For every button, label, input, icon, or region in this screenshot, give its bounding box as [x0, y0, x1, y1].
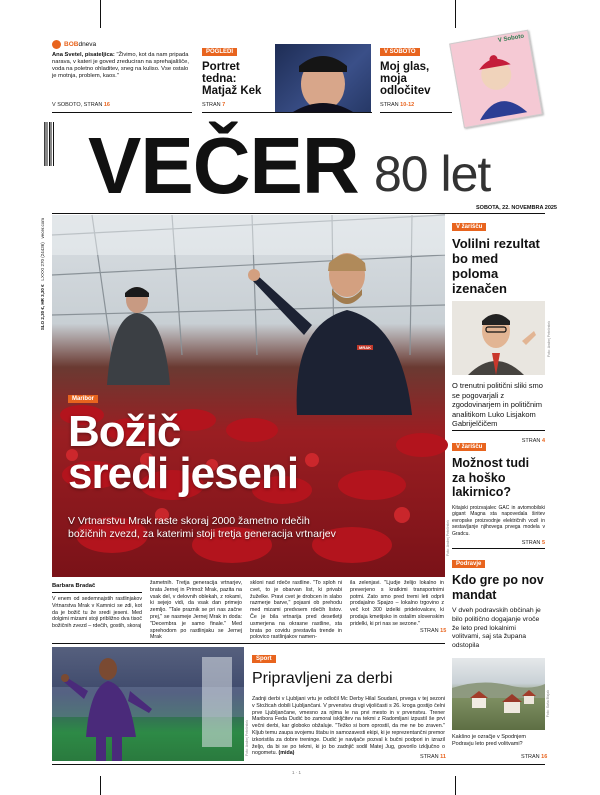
pogledi-tag: POGLEDI [202, 48, 237, 56]
issue-date: SOBOTA, 22. NOVEMBRA 2025 [476, 205, 557, 211]
s2-tag: V žarišču [452, 443, 486, 451]
s3-tag: Podravje [452, 560, 485, 568]
sport-strana[interactable]: STRAN 11 [420, 754, 446, 760]
divider [52, 112, 192, 113]
location-tag: Maribor [68, 395, 98, 403]
bob-logo-icon [52, 40, 61, 49]
masthead-title: VEČER [88, 121, 359, 210]
s1-credit: Foto: Andrej Petelinšek [547, 321, 551, 357]
divider [452, 548, 545, 549]
magazine-label: V Soboto [497, 33, 525, 45]
main-photo[interactable] [52, 215, 445, 577]
teaser-pogledi[interactable] [202, 40, 274, 112]
s2-strana: STRAN 5 [521, 540, 545, 546]
divider [52, 764, 545, 765]
s3-photo [452, 658, 545, 730]
sport-text: Zadnji derbi v Ljubljani vrtu je odločil Mc Derby Hilal Soudani, prvega v tej sezoni v Stožicah dobili Ljubljančani. V prvenstvu drugi vijoličasti s 26. kroga gostijo čelni prve Ljubljančane, vmesno za njima le na prvi mesto in v prvenstvu. Trener Maribora Feda Dudić bo zamoral iskljčitev na tekmi z Radomljani izpustil še prvi večni derbi, kar globoko obžaluje. "Težko si bom oprostil, da me ne bo zraven." Kljub temu zaupa svojemu štabu in samozavesti ekipi, ki je reprezentančni premor izkoristila za dobre treninge. Dudić je navijače pozval k bučni podpori in izrazil željo, da bi se po tekmi, ki jo bo zadnjič sodil Matej Jug, govorilo izključno o nogometu. (mida) [252, 696, 445, 757]
divider [202, 112, 372, 113]
main-col-4: ila zelenjavi. "Ljudje želijo lokalno in preverjeno s kratkimi transportnimi potmi. Zato smo pred tremi leti odprli prodajalno Spajzo – lokalno trgovino z več kot 300 izdelki pridelovalcev, ki prodaja kmetijsko in ostalim slovenskim pridelki, ki pri nas se sezone." [350, 580, 444, 627]
vsoboto-strana: STRAN 10-12 [380, 102, 415, 108]
bob-strana: V SOBOTO, STRAN 16 [52, 102, 110, 108]
s3-title: Kdo gre po nov mandat [452, 573, 544, 602]
main-photo-credit: Foto: Andrej Petelinšek [446, 520, 450, 556]
issue-number: LXXXI 270 (24436) [40, 242, 45, 281]
sport-title: Pripravljeni za derbi [252, 670, 393, 687]
s2-text: Kitajski proizvajalec GAC in avtomobilski gigant Magna sta napovedala širitev evropske proizvodnje električnih vozil in sestavljanje njihovega prvega modela v Gradcu. [452, 504, 545, 537]
main-headline: Božič sredi jeseni [68, 407, 299, 498]
sport-tag: Šport [252, 655, 276, 663]
magazine-cover[interactable] [449, 30, 543, 129]
s3-text: V dveh podravskih občinah je bilo politično dogajanje vroče že leto pred lokalnimi volitvami, saj sta župana odstopila [452, 607, 541, 650]
sport-photo[interactable] [52, 647, 244, 761]
sport-photo-credit: Foto: Andrej Petelinšek [245, 720, 249, 756]
crop-mark [100, 0, 101, 28]
sidebar-story-2[interactable] [452, 435, 545, 546]
divider [52, 592, 142, 593]
s1-text: O trenutni politični sliki smo se pogovarjali z zgodovinarjem in političnim analitikom Luko Lisjakom Gabrijelčičem [452, 381, 543, 428]
divider [380, 112, 452, 113]
crop-mark [455, 776, 456, 795]
pogledi-strana: STRAN 7 [202, 102, 226, 108]
main-author: Barbara Bradač [52, 583, 96, 589]
main-col-2: žametnih. Tretja generacija vrtnarjev, brata Jernej in Primož Mrak, pazita na vsak del, v delovnih oblekah, z rokami, ki sejejo vidi, da vsak dan primejo zemljo. "Tale praznik se pri nas začne prej," se nasmeje Jernej Mrak in doda: "Decembra je samo finale." Med sprehodom po rastlinjaku se Jernej Mrak [150, 580, 242, 641]
s3-caption: Kakšno je ozračje v Spodnjem Podravju leto pred volitvami? [452, 734, 526, 747]
s1-title: Volilni rezultat bo med poloma izenačen [452, 236, 540, 296]
vsoboto-title: Moj glas, moja odločitev [380, 61, 431, 97]
pogledi-title: Portret tedna: Matjaž Kek [202, 61, 262, 97]
divider [52, 643, 445, 644]
s1-photo [452, 301, 551, 375]
main-col-1: V enem od sedemnajstih rastlinjakov Vrtnarstva Mrak v Kamnici se zdi, kot da je božič tu že sredi jeseni. Med dolgimi mizami stoji približno dva tisoč božičnih zvezd – rdečih, gostih, skoraj [52, 596, 142, 630]
s2-title: Možnost tudi za hoško lakirnico? [452, 456, 530, 499]
kek-photo [275, 44, 371, 112]
main-strana[interactable]: STRAN 15 [420, 628, 447, 634]
teaser-vsoboto[interactable] [380, 40, 452, 112]
s1-tag: V žarišču [452, 223, 486, 231]
divider [452, 430, 545, 431]
s1-strana: STRAN 4 [521, 437, 545, 444]
masthead-side-info [44, 122, 58, 208]
price: SLO 2,30 €, HR 3,30 € [40, 284, 45, 331]
divider [52, 213, 545, 214]
page-number: 1 · 1 [292, 770, 302, 775]
bob-quote: Ana Svetel, pisateljica: "Živimo, kot da nam pripada narava, v kateri je goved zreduciran na sprehajališče, voda na poletno ohladitev, sneg na kuliso. Vse ostalo je motnja, problem, kaos." [52, 52, 189, 79]
sidebar-story-1[interactable] [452, 215, 551, 444]
vsoboto-tag: V SOBOTO [380, 48, 420, 56]
main-subhead: V Vrtnarstvu Mrak raste skoraj 2000 žametno rdečih božičnih zvezd, za katerimi stoji tretja generacija vrtnarjev [68, 515, 336, 540]
magazine-illustration [452, 41, 541, 123]
website: vecer.com [40, 218, 45, 239]
shirt-logo: MRAK [359, 345, 371, 350]
masthead-anniversary: 80 let [374, 146, 491, 202]
barcode-icon [44, 122, 54, 166]
masthead-vertical-text [40, 218, 52, 338]
sport-story[interactable] [252, 647, 445, 757]
bob-brand: BOBdneva [64, 41, 97, 48]
crop-mark [100, 776, 101, 795]
crop-mark [455, 0, 456, 28]
main-col-3: skloni nad rdeče rastline. "To sploh ni cvet, to je obarvan list, ki privabi žuželke. Pravi cvet je drobcen in slabo razmerje barve," pojasni ob prehodu med mizami predvsem rdečih listov. Če je bila vrtnarija pred desetletji usmerjena na okrasne rastline, sta brata po covidu prestavila trende in polovico rastlinjakov namen- [250, 580, 342, 641]
teaser-bob[interactable] [52, 40, 192, 112]
s3-credit: Foto: Saša Bizjak [546, 690, 550, 718]
person-left [107, 287, 170, 385]
person-right [248, 253, 412, 415]
s3-strana[interactable]: STRAN 16 [521, 754, 548, 760]
sidebar-story-3[interactable] [452, 552, 545, 651]
